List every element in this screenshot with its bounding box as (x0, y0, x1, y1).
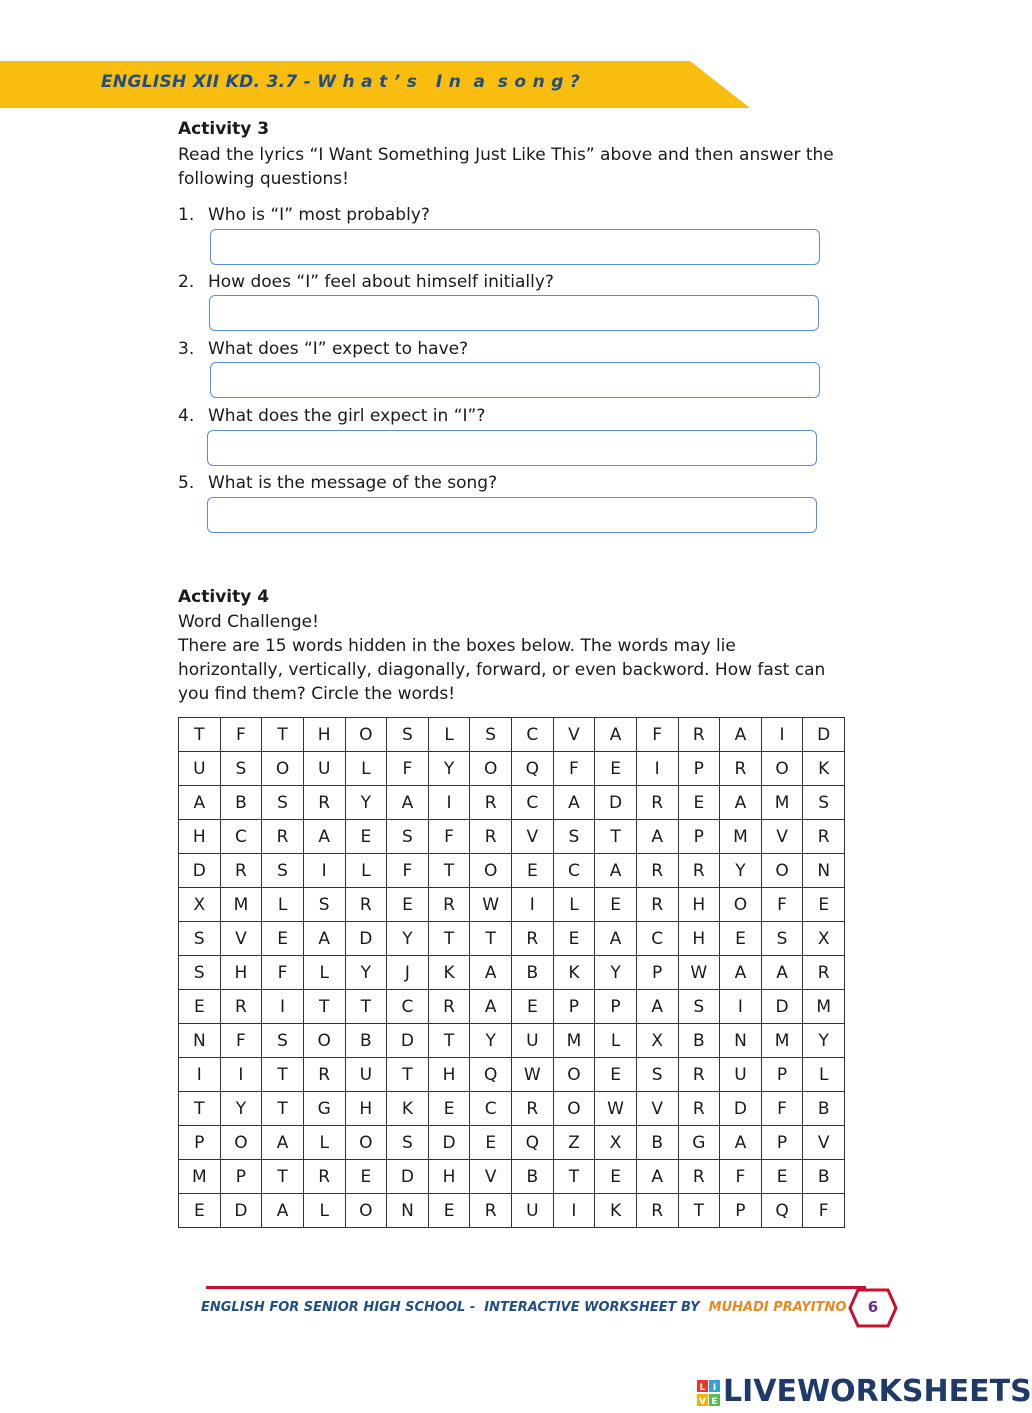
grid-cell[interactable]: O (303, 1024, 345, 1058)
grid-cell[interactable]: E (345, 820, 387, 854)
grid-cell[interactable]: H (220, 956, 262, 990)
grid-cell[interactable]: O (553, 1058, 595, 1092)
grid-cell[interactable]: R (262, 820, 304, 854)
grid-cell[interactable]: I (720, 990, 762, 1024)
grid-cell[interactable]: D (720, 1092, 762, 1126)
grid-cell[interactable]: E (512, 990, 554, 1024)
grid-cell[interactable]: O (345, 1126, 387, 1160)
grid-cell[interactable]: N (179, 1024, 221, 1058)
grid-cell[interactable]: A (595, 922, 637, 956)
grid-cell[interactable]: R (470, 820, 512, 854)
grid-cell[interactable]: R (636, 854, 678, 888)
grid-cell[interactable]: M (720, 820, 762, 854)
grid-cell[interactable]: S (262, 786, 304, 820)
grid-cell[interactable]: D (428, 1126, 470, 1160)
grid-cell[interactable]: L (345, 752, 387, 786)
grid-cell[interactable]: S (387, 718, 429, 752)
grid-cell[interactable]: G (303, 1092, 345, 1126)
grid-cell[interactable]: M (761, 786, 803, 820)
answer-input-1[interactable] (210, 229, 820, 265)
grid-row (179, 1058, 845, 1092)
grid-cell[interactable]: E (345, 1160, 387, 1194)
grid-cell[interactable]: S (179, 956, 221, 990)
grid-cell[interactable]: Q (761, 1194, 803, 1228)
grid-cell[interactable]: I (761, 718, 803, 752)
grid-cell[interactable]: R (220, 854, 262, 888)
grid-cell[interactable]: F (803, 1194, 845, 1228)
grid-cell[interactable]: O (761, 854, 803, 888)
grid-cell[interactable]: T (262, 1092, 304, 1126)
grid-cell[interactable]: D (387, 1160, 429, 1194)
grid-cell[interactable]: X (595, 1126, 637, 1160)
grid-row (179, 956, 845, 990)
question-5 (178, 473, 497, 493)
grid-cell[interactable]: E (720, 922, 762, 956)
grid-cell[interactable]: R (303, 1160, 345, 1194)
grid-cell[interactable]: P (595, 990, 637, 1024)
grid-cell[interactable]: R (720, 752, 762, 786)
grid-cell[interactable]: F (387, 752, 429, 786)
liveworksheets-logo-icon (697, 1376, 721, 1410)
grid-cell[interactable]: E (262, 922, 304, 956)
grid-cell[interactable]: D (803, 718, 845, 752)
grid-cell[interactable]: U (303, 752, 345, 786)
grid-cell[interactable]: K (553, 956, 595, 990)
grid-row (179, 820, 845, 854)
footer-author: MUHADI PRAYITNO (708, 1300, 847, 1315)
grid-cell[interactable]: R (345, 888, 387, 922)
grid-cell[interactable]: A (595, 854, 637, 888)
grid-cell[interactable]: A (720, 956, 762, 990)
grid-cell[interactable]: S (303, 888, 345, 922)
grid-cell[interactable]: S (761, 922, 803, 956)
grid-cell[interactable]: F (636, 718, 678, 752)
grid-cell[interactable]: P (761, 1126, 803, 1160)
question-text: Who is “I” most probably? (208, 205, 430, 225)
question-text: What is the message of the song? (208, 473, 498, 493)
logo-letter: L (699, 1383, 706, 1393)
grid-cell[interactable]: Y (803, 1024, 845, 1058)
grid-cell[interactable]: M (220, 888, 262, 922)
grid-cell[interactable]: U (345, 1058, 387, 1092)
grid-cell[interactable]: Q (512, 1126, 554, 1160)
grid-cell[interactable]: E (595, 752, 637, 786)
grid-cell[interactable]: D (220, 1194, 262, 1228)
grid-cell[interactable]: P (678, 752, 720, 786)
grid-cell[interactable]: P (220, 1160, 262, 1194)
activity4-subtitle: Word Challenge! (178, 612, 319, 632)
grid-cell[interactable]: E (179, 990, 221, 1024)
grid-cell[interactable]: S (387, 820, 429, 854)
grid-cell[interactable]: T (262, 1058, 304, 1092)
grid-cell[interactable]: R (678, 854, 720, 888)
question-1 (178, 205, 430, 225)
question-text: What does “I” expect to have? (208, 339, 469, 359)
grid-cell[interactable]: R (512, 1092, 554, 1126)
grid-cell[interactable]: X (636, 1024, 678, 1058)
grid-cell[interactable]: T (387, 1058, 429, 1092)
grid-cell[interactable]: M (553, 1024, 595, 1058)
grid-cell[interactable]: R (678, 718, 720, 752)
grid-cell[interactable]: L (595, 1024, 637, 1058)
grid-cell[interactable]: T (179, 1092, 221, 1126)
grid-cell[interactable]: L (553, 888, 595, 922)
grid-cell[interactable]: O (345, 718, 387, 752)
grid-cell[interactable]: I (512, 888, 554, 922)
grid-cell[interactable]: S (553, 820, 595, 854)
grid-cell[interactable]: Y (220, 1092, 262, 1126)
grid-cell[interactable]: R (678, 1058, 720, 1092)
grid-cell[interactable]: D (345, 922, 387, 956)
question-text: What does the girl expect in “I”? (208, 406, 486, 426)
grid-cell[interactable]: Y (345, 786, 387, 820)
logo-letter: I (712, 1383, 717, 1393)
grid-cell[interactable]: A (262, 1126, 304, 1160)
grid-cell[interactable]: A (470, 956, 512, 990)
grid-cell[interactable]: C (512, 786, 554, 820)
grid-cell[interactable]: V (803, 1126, 845, 1160)
grid-cell[interactable]: L (303, 1126, 345, 1160)
grid-cell[interactable]: T (470, 922, 512, 956)
grid-row (179, 718, 845, 752)
grid-cell[interactable]: Y (595, 956, 637, 990)
grid-row (179, 786, 845, 820)
question-number: 5. (178, 473, 195, 493)
grid-cell[interactable]: S (678, 990, 720, 1024)
grid-cell[interactable]: T (595, 820, 637, 854)
grid-cell[interactable]: T (553, 1160, 595, 1194)
question-number: 1. (178, 205, 195, 225)
grid-row (179, 1160, 845, 1194)
grid-cell[interactable]: A (636, 1160, 678, 1194)
grid-cell[interactable]: S (470, 718, 512, 752)
grid-cell[interactable]: A (179, 786, 221, 820)
grid-cell[interactable]: V (553, 718, 595, 752)
grid-cell[interactable]: V (512, 820, 554, 854)
grid-cell[interactable]: L (303, 956, 345, 990)
grid-cell[interactable]: R (428, 990, 470, 1024)
question-text: How does “I” feel about himself initially? (208, 272, 554, 292)
logo-letter: E (711, 1397, 718, 1407)
grid-cell[interactable]: E (387, 888, 429, 922)
grid-cell[interactable]: O (345, 1194, 387, 1228)
grid-cell[interactable]: Y (345, 956, 387, 990)
grid-cell[interactable]: V (761, 820, 803, 854)
grid-cell[interactable]: E (595, 888, 637, 922)
grid-cell[interactable]: B (803, 1160, 845, 1194)
grid-cell[interactable]: A (303, 922, 345, 956)
grid-cell[interactable]: Y (387, 922, 429, 956)
question-3 (178, 339, 468, 359)
grid-cell[interactable]: E (761, 1160, 803, 1194)
grid-cell[interactable]: I (220, 1058, 262, 1092)
grid-cell[interactable]: B (512, 956, 554, 990)
grid-cell[interactable]: O (470, 752, 512, 786)
grid-cell[interactable]: O (720, 888, 762, 922)
grid-cell[interactable]: H (428, 1160, 470, 1194)
grid-cell[interactable]: Y (428, 752, 470, 786)
grid-cell[interactable]: A (720, 1126, 762, 1160)
liveworksheets-brand: LIVEWORKSHEETS (723, 1374, 1032, 1409)
grid-cell[interactable]: R (303, 1058, 345, 1092)
grid-cell[interactable]: S (220, 752, 262, 786)
grid-cell[interactable]: W (595, 1092, 637, 1126)
grid-cell[interactable]: U (720, 1058, 762, 1092)
grid-cell[interactable]: E (553, 922, 595, 956)
grid-cell[interactable]: L (803, 1058, 845, 1092)
grid-cell[interactable]: A (595, 718, 637, 752)
grid-cell[interactable]: H (678, 922, 720, 956)
grid-cell[interactable]: E (470, 1126, 512, 1160)
grid-cell[interactable]: H (303, 718, 345, 752)
grid-row (179, 888, 845, 922)
grid-row (179, 922, 845, 956)
grid-cell[interactable]: F (720, 1160, 762, 1194)
grid-cell[interactable]: B (345, 1024, 387, 1058)
grid-cell[interactable]: O (470, 854, 512, 888)
grid-cell[interactable]: A (387, 786, 429, 820)
grid-cell[interactable]: O (262, 752, 304, 786)
grid-cell[interactable]: R (636, 786, 678, 820)
grid-cell[interactable]: M (179, 1160, 221, 1194)
grid-cell[interactable]: R (512, 922, 554, 956)
grid-cell[interactable]: N (387, 1194, 429, 1228)
grid-cell[interactable]: A (303, 820, 345, 854)
footer-credit (201, 1300, 846, 1315)
grid-cell[interactable]: U (512, 1194, 554, 1228)
grid-cell[interactable]: D (179, 854, 221, 888)
grid-cell[interactable]: R (803, 956, 845, 990)
grid-cell[interactable]: C (220, 820, 262, 854)
question-number: 2. (178, 272, 195, 292)
grid-cell[interactable]: B (512, 1160, 554, 1194)
grid-cell[interactable]: S (179, 922, 221, 956)
grid-cell[interactable]: U (512, 1024, 554, 1058)
footer-credit-text: ENGLISH FOR SENIOR HIGH SCHOOL - INTERACTIVE WORKSHEET BY (201, 1300, 709, 1315)
grid-cell[interactable]: R (678, 1092, 720, 1126)
grid-cell[interactable]: C (636, 922, 678, 956)
grid-cell[interactable]: T (428, 922, 470, 956)
grid-cell[interactable]: M (803, 990, 845, 1024)
grid-cell[interactable]: B (220, 786, 262, 820)
grid-cell[interactable]: I (428, 786, 470, 820)
grid-row (179, 990, 845, 1024)
grid-cell[interactable]: F (387, 854, 429, 888)
grid-cell[interactable]: F (220, 718, 262, 752)
question-2 (178, 272, 554, 292)
grid-row (179, 1092, 845, 1126)
grid-cell[interactable]: T (179, 718, 221, 752)
grid-cell[interactable]: H (345, 1092, 387, 1126)
question-4 (178, 406, 485, 426)
grid-cell[interactable]: B (803, 1092, 845, 1126)
grid-cell[interactable]: Y (720, 854, 762, 888)
grid-cell[interactable]: T (262, 718, 304, 752)
grid-cell[interactable]: W (678, 956, 720, 990)
grid-cell[interactable]: E (678, 786, 720, 820)
grid-cell[interactable]: A (720, 786, 762, 820)
grid-cell[interactable]: E (595, 1160, 637, 1194)
grid-cell[interactable]: P (720, 1194, 762, 1228)
grid-cell[interactable]: A (720, 718, 762, 752)
grid-cell[interactable]: C (512, 718, 554, 752)
grid-cell[interactable]: I (303, 854, 345, 888)
grid-cell[interactable]: A (636, 990, 678, 1024)
grid-cell[interactable]: D (761, 990, 803, 1024)
grid-cell[interactable]: E (595, 1058, 637, 1092)
grid-cell[interactable]: N (720, 1024, 762, 1058)
grid-cell[interactable]: I (262, 990, 304, 1024)
grid-cell[interactable]: I (553, 1194, 595, 1228)
footer-divider (206, 1286, 866, 1289)
grid-cell[interactable]: D (595, 786, 637, 820)
page-number: 6 (867, 1298, 879, 1316)
grid-cell[interactable]: F (428, 820, 470, 854)
grid-cell[interactable]: E (512, 854, 554, 888)
grid-cell[interactable]: J (387, 956, 429, 990)
grid-cell[interactable]: T (262, 1160, 304, 1194)
grid-cell[interactable]: O (761, 752, 803, 786)
grid-cell[interactable]: S (262, 1024, 304, 1058)
grid-cell[interactable]: Z (553, 1126, 595, 1160)
grid-cell[interactable]: Q (512, 752, 554, 786)
header-title: ENGLISH XII KD. 3.7 - W h a t ’ s I n a s o n g ? (101, 72, 581, 92)
answer-input-2[interactable] (209, 295, 819, 331)
grid-cell[interactable]: P (553, 990, 595, 1024)
grid-cell[interactable]: X (803, 922, 845, 956)
word-search-grid (178, 717, 845, 1228)
grid-cell[interactable]: E (803, 888, 845, 922)
grid-cell[interactable]: T (428, 1024, 470, 1058)
activity4-heading: Activity 4 (178, 587, 270, 607)
grid-cell[interactable]: T (678, 1194, 720, 1228)
grid-cell[interactable]: E (428, 1092, 470, 1126)
grid-cell[interactable]: P (678, 820, 720, 854)
grid-cell[interactable]: A (761, 956, 803, 990)
grid-cell[interactable]: R (470, 1194, 512, 1228)
grid-row (179, 1194, 845, 1228)
grid-cell[interactable]: Y (470, 1024, 512, 1058)
grid-cell[interactable]: R (220, 990, 262, 1024)
grid-cell[interactable]: E (179, 1194, 221, 1228)
grid-cell[interactable]: K (803, 752, 845, 786)
grid-row (179, 854, 845, 888)
grid-cell[interactable]: O (553, 1092, 595, 1126)
answer-input-4[interactable] (207, 430, 817, 466)
grid-cell[interactable]: F (761, 1092, 803, 1126)
question-number: 3. (178, 339, 195, 359)
activity4-instructions: There are 15 words hidden in the boxes below. The words may lie horizontally, vertically, diagonally, forward, or even backword. How fast can you find them? Circle the words! (178, 636, 826, 704)
grid-cell[interactable]: R (678, 1160, 720, 1194)
grid-cell[interactable]: I (636, 752, 678, 786)
grid-cell[interactable]: K (595, 1194, 637, 1228)
grid-cell[interactable]: V (470, 1160, 512, 1194)
grid-cell[interactable]: L (428, 718, 470, 752)
grid-cell[interactable]: A (470, 990, 512, 1024)
grid-cell[interactable]: T (345, 990, 387, 1024)
grid-cell[interactable]: P (179, 1126, 221, 1160)
grid-cell[interactable]: G (678, 1126, 720, 1160)
grid-cell[interactable]: F (220, 1024, 262, 1058)
grid-cell[interactable]: F (761, 888, 803, 922)
answer-input-3[interactable] (210, 362, 820, 398)
grid-cell[interactable]: W (512, 1058, 554, 1092)
grid-cell[interactable]: V (220, 922, 262, 956)
grid-cell[interactable]: S (803, 786, 845, 820)
grid-cell[interactable]: B (678, 1024, 720, 1058)
grid-cell[interactable]: M (761, 1024, 803, 1058)
grid-cell[interactable]: S (636, 1058, 678, 1092)
grid-cell[interactable]: U (179, 752, 221, 786)
grid-cell[interactable]: P (761, 1058, 803, 1092)
grid-cell[interactable]: R (470, 786, 512, 820)
answer-input-5[interactable] (207, 497, 817, 533)
grid-cell[interactable]: C (387, 990, 429, 1024)
grid-cell[interactable]: T (428, 854, 470, 888)
grid-cell[interactable]: A (262, 1194, 304, 1228)
grid-cell[interactable]: R (636, 1194, 678, 1228)
grid-cell[interactable]: C (553, 854, 595, 888)
grid-cell[interactable]: D (387, 1024, 429, 1058)
grid-cell[interactable]: R (803, 820, 845, 854)
grid-cell[interactable]: E (428, 1194, 470, 1228)
activity3-heading: Activity 3 (178, 119, 270, 139)
grid-cell[interactable]: L (303, 1194, 345, 1228)
grid-cell[interactable]: K (428, 956, 470, 990)
grid-cell[interactable]: F (262, 956, 304, 990)
grid-row (179, 1126, 845, 1160)
grid-cell[interactable]: R (636, 888, 678, 922)
grid-row (179, 752, 845, 786)
grid-cell[interactable]: C (470, 1092, 512, 1126)
grid-cell[interactable]: I (179, 1058, 221, 1092)
question-number: 4. (178, 406, 195, 426)
grid-cell[interactable]: X (179, 888, 221, 922)
grid-cell[interactable]: H (428, 1058, 470, 1092)
activity3-intro: Read the lyrics “I Want Something Just Like This” above and then answer the following questions! (178, 145, 834, 189)
grid-row (179, 1024, 845, 1058)
grid-cell[interactable]: R (428, 888, 470, 922)
grid-cell[interactable]: H (179, 820, 221, 854)
grid-cell[interactable]: S (387, 1126, 429, 1160)
grid-cell[interactable]: V (636, 1092, 678, 1126)
grid-cell[interactable]: A (636, 820, 678, 854)
grid-cell[interactable]: L (345, 854, 387, 888)
grid-cell[interactable]: L (262, 888, 304, 922)
grid-cell[interactable]: F (553, 752, 595, 786)
grid-cell[interactable]: N (803, 854, 845, 888)
grid-cell[interactable]: P (636, 956, 678, 990)
logo-letter: V (699, 1397, 706, 1407)
grid-cell[interactable]: B (636, 1126, 678, 1160)
grid-cell[interactable]: Q (470, 1058, 512, 1092)
grid-cell[interactable]: W (470, 888, 512, 922)
grid-cell[interactable]: H (678, 888, 720, 922)
grid-cell[interactable]: K (387, 1092, 429, 1126)
grid-cell[interactable]: R (303, 786, 345, 820)
grid-cell[interactable]: S (262, 854, 304, 888)
grid-cell[interactable]: O (220, 1126, 262, 1160)
grid-cell[interactable]: A (553, 786, 595, 820)
grid-cell[interactable]: T (303, 990, 345, 1024)
